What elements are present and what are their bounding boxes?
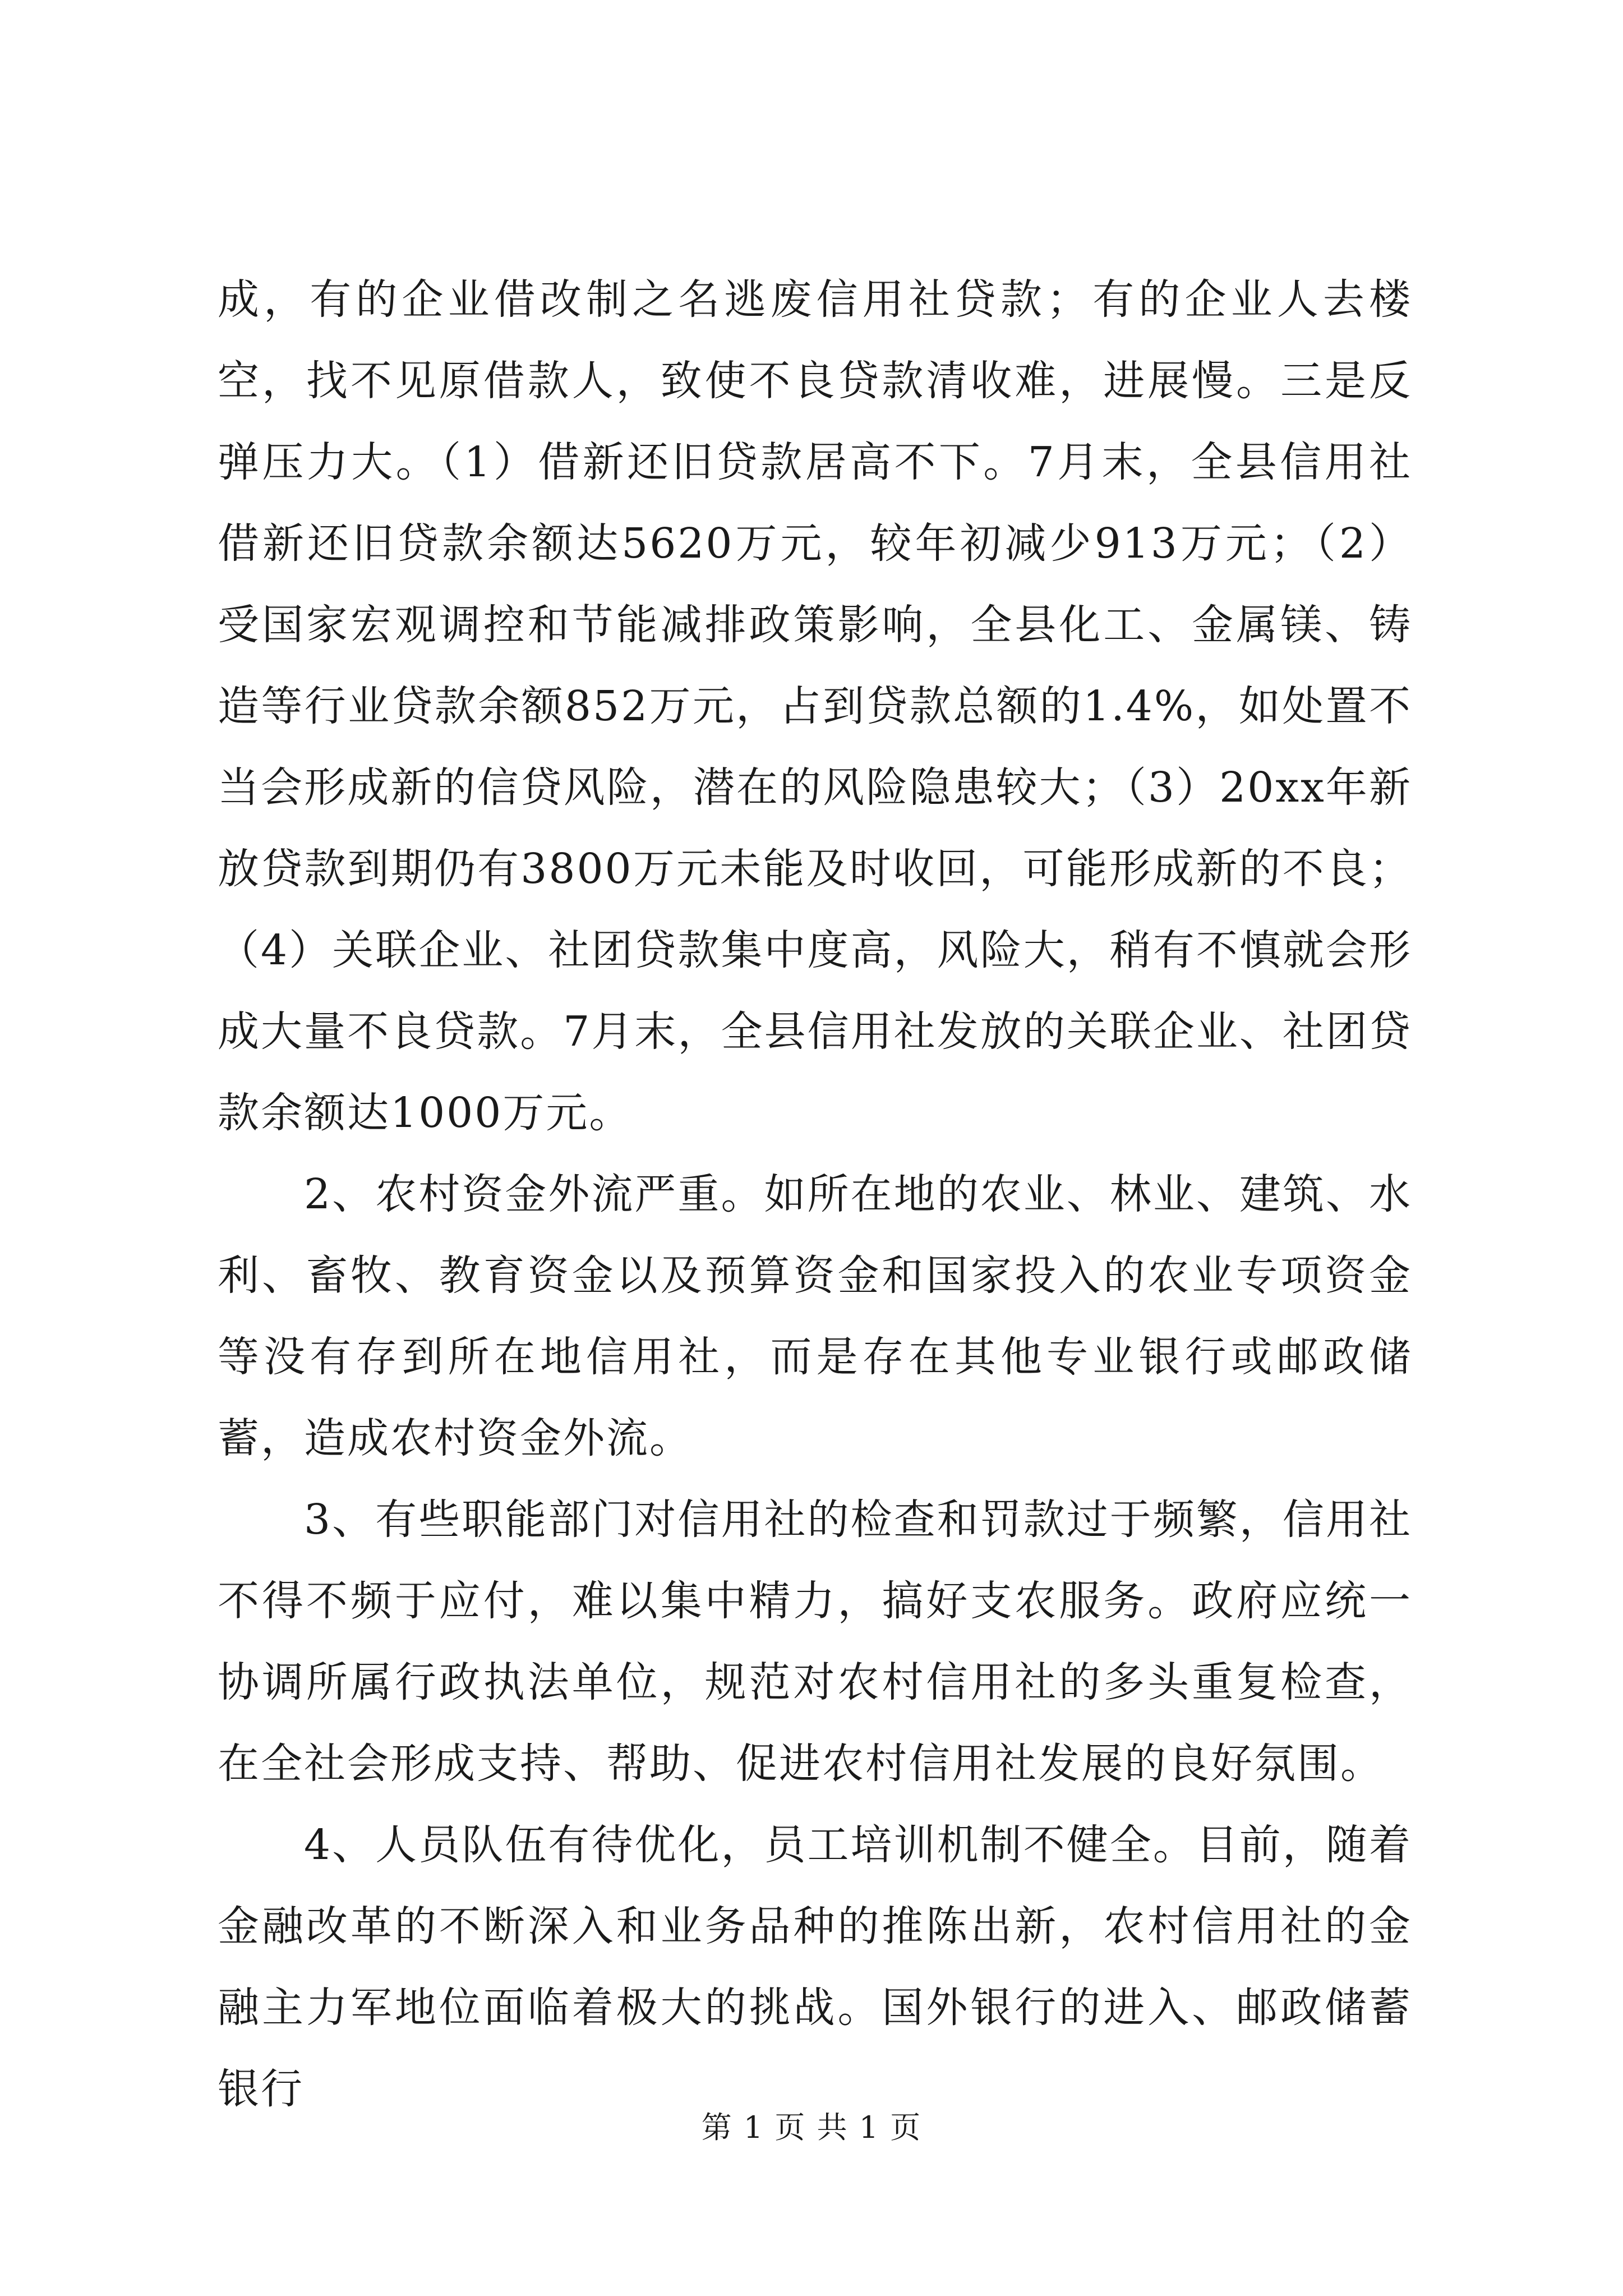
page-footer: 第 1 页 共 1 页 xyxy=(701,2110,922,2145)
paragraph-continuation: 成，有的企业借改制之名逃废信用社贷款；有的企业人去楼空，找不见原借款人，致使不良贷款清收难，进展慢。三是反弹压力大。（1）借新还旧贷款居高不下。7月末，全县信用社借新还旧贷款余额达5620万元，较年初减少913万元；（2）受国家宏观调控和节能减排政策影响，全县化工、金属镁、铸造等行业贷款余额852万元，占到贷款总额的1.4%，如处置不当会形成新的信贷风险，潜在的风险隐患较大；（3）20xx年新放贷款到期仍有3800万元未能及时收回，可能形成新的不良；（4）关联企业、社团贷款集中度高，风险大，稍有不慎就会形成大量不良贷款。7月末，全县信用社发放的关联企业、社团贷款余额达1000万元。 xyxy=(218,275,1412,1137)
paragraph-item-3: 3、有些职能部门对信用社的检查和罚款过于频繁，信用社不得不频于应付，难以集中精力，搞好支农服务。政府应统一协调所属行政执法单位，规范对农村信用社的多头重复检查，在全社会形成支持、帮助、促进农村信用社发展的良好氛围。 xyxy=(218,1496,1412,1788)
paragraph-item-4: 4、人员队伍有待优化，员工培训机制不健全。目前，随着金融改革的不断深入和业务品种的推陈出新，农村信用社的金融主力军地位面临着极大的挑战。国外银行的进入、邮政储蓄银行 xyxy=(218,1821,1412,2113)
paragraph-item-2: 2、农村资金外流严重。如所在地的农业、林业、建筑、水利、畜牧、教育资金以及预算资金和国家投入的农业专项资金等没有存到所在地信用社，而是存在其他专业银行或邮政储蓄，造成农村资金外流。 xyxy=(218,1170,1412,1462)
document-body xyxy=(218,259,1412,2130)
